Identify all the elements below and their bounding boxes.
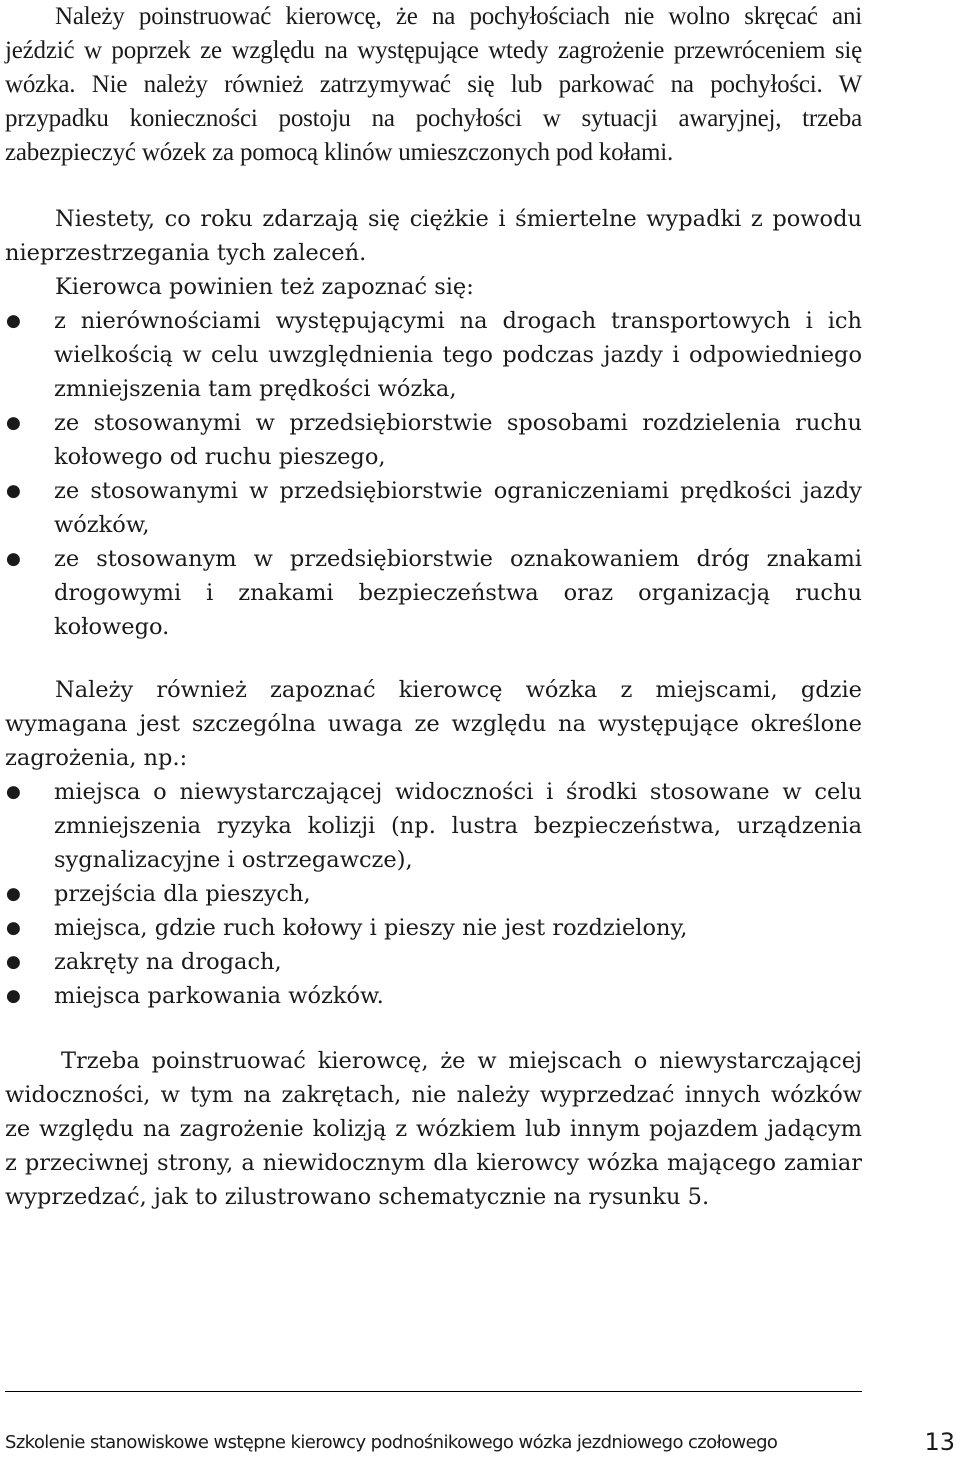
section-driver-knowledge [5, 202, 862, 644]
list-item: ● miejsca, gdzie ruch kołowy i pieszy nie jest rozdzielony, [5, 911, 862, 945]
paragraph-accidents: Niestety, co roku zdarzają się ciężkie i śmiertelne wypadki z powodu nieprzestrzegania tych zaleceń. [5, 206, 862, 266]
paragraph-driver-should-know: Kierowca powinien też zapoznać się: [55, 274, 474, 300]
footer-divider [5, 1391, 862, 1392]
list-item: ● ze stosowanymi w przedsiębiorstwie ograniczeniami prędkości jazdy wózków, [5, 474, 862, 542]
section-slopes [5, 0, 862, 170]
list-item: ● ze stosowanymi w przedsiębiorstwie sposobami rozdzielenia ruchu kołowego od ruchu pieszego, [5, 406, 862, 474]
list-item: ● ze stosowanym w przedsiębiorstwie oznakowaniem dróg znakami drogowymi i znakami bezpieczeństwa oraz organizacją ruchu kołowego. [5, 542, 862, 644]
paragraph-overtaking: Trzeba poinstruować kierowcę, że w miejscach o niewystarczającej widoczności, w tym na zakrętach, nie należy wyprzedzać innych wózków ze względu na zagrożenie kolizją z wózkiem lub innym pojazdem jadącym z przeciwnej strony, a niewidocznym dla kierowcy wózka mającego zamiar wyprzedzać, jak to zilustrowano schematycznie na rysunku 5. [5, 1048, 862, 1210]
list-hazard-places [5, 775, 862, 1013]
paragraph-hazard-places: Należy również zapoznać kierowcę wózka z miejscami, gdzie wymagana jest szczególna uwaga ze względu na występujące określone zagrożenia, np.: [5, 677, 862, 771]
list-item: ● z nierównościami występującymi na drogach transportowych i ich wielkością w celu uwzględnienia tego podczas jazdy i odpowiedniego zmniejszenia tam prędkości wózka, [5, 304, 862, 406]
list-item: ● miejsca parkowania wózków. [5, 979, 862, 1013]
paragraph-slopes: Należy poinstruować kierowcę, że na pochyłościach nie wolno skręcać ani jeździć w poprzek ze względu na występujące wtedy zagrożenie przewróceniem się wózka. Nie należy również zatrzymywać się lub parkować na pochyłości. W przypadku konieczności postoju na pochyłości w sytuacji awaryjnej, trzeba zabezpieczyć wózek za pomocą klinów umieszczonych pod kołami. [5, 3, 862, 166]
page-number: 13 [924, 1428, 955, 1456]
section-overtaking [5, 1044, 862, 1214]
list-item: ● miejsca o niewystarczającej widoczności i środki stosowane w celu zmniejszenia ryzyka kolizji (np. lustra bezpieczeństwa, urządzenia sygnalizacyjne i ostrzegawcze), [5, 775, 862, 877]
list-item: ● zakręty na drogach, [5, 945, 862, 979]
section-hazard-places [5, 673, 862, 1013]
footer-title: Szkolenie stanowiskowe wstępne kierowcy podnośnikowego wózka jezdniowego czołowego [5, 1432, 778, 1453]
list-item: ● przejścia dla pieszych, [5, 877, 862, 911]
list-driver-knowledge [5, 304, 862, 644]
